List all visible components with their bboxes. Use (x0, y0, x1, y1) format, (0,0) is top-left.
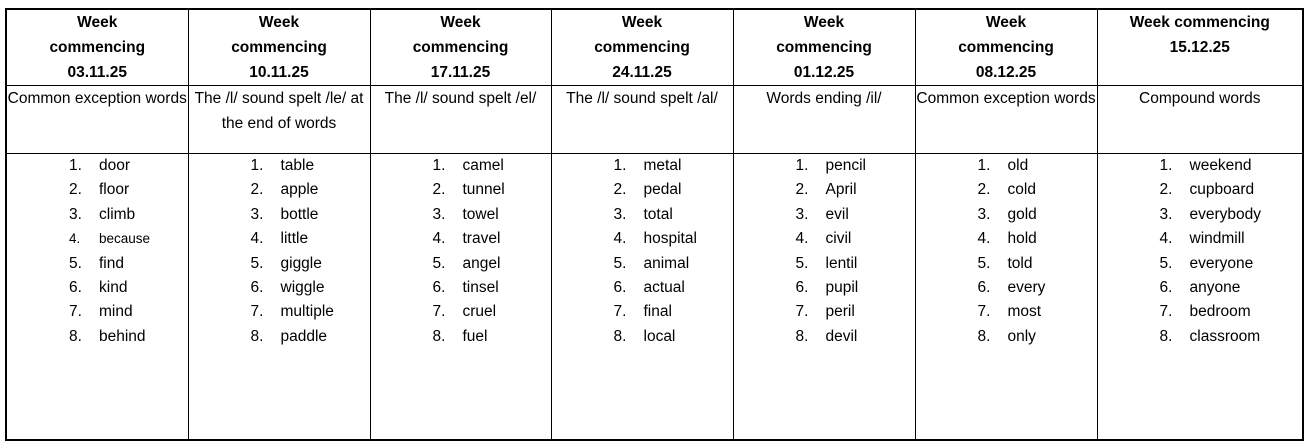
word-item (1098, 325, 1303, 349)
word-text: because (99, 231, 151, 247)
word-item (1098, 178, 1303, 202)
header-line: 01.12.25 (793, 64, 855, 81)
week-header-cell (6, 9, 188, 86)
word-item (552, 203, 733, 227)
word-number: 1. (432, 157, 446, 174)
week-header (552, 10, 733, 85)
words-cell (188, 154, 370, 441)
header-line: commencing (594, 39, 690, 56)
header-line: Week (803, 14, 845, 31)
word-number: 8. (977, 327, 991, 345)
word-item (552, 178, 733, 202)
word-number: 2. (977, 181, 991, 199)
word-number: 1. (613, 157, 627, 174)
word-item (189, 203, 370, 227)
word-item (916, 154, 1097, 178)
week-header (916, 10, 1097, 85)
word-number: 2. (613, 181, 627, 199)
word-number: 3. (250, 205, 264, 223)
week-header (371, 10, 551, 85)
week-header-cell (370, 9, 551, 86)
header-line: Week (258, 14, 300, 31)
spelling-schedule-table (5, 8, 1304, 441)
word-text: animal (643, 254, 690, 272)
word-item (734, 178, 915, 202)
word-list (1098, 154, 1303, 349)
word-item (916, 252, 1097, 276)
category-cell (6, 86, 188, 154)
word-number: 2. (69, 181, 82, 199)
word-number: 7. (432, 303, 446, 321)
word-text: pencil (825, 157, 866, 174)
word-text: cruel (462, 303, 497, 321)
word-number: 4. (795, 230, 809, 248)
word-text: weekend (1189, 157, 1252, 174)
word-number: 8. (1159, 327, 1173, 345)
word-text: everybody (1189, 205, 1262, 223)
word-number: 5. (432, 254, 446, 272)
word-item (7, 325, 188, 349)
word-text: local (643, 327, 676, 345)
word-number: 3. (613, 205, 627, 223)
word-item (7, 154, 188, 178)
words-cell (370, 154, 551, 441)
word-text: cold (1007, 181, 1036, 199)
word-text: told (1007, 254, 1033, 272)
word-text: gold (1007, 205, 1037, 223)
category-cell (915, 86, 1097, 154)
word-item (916, 276, 1097, 300)
word-number: 1. (69, 157, 82, 174)
word-item (552, 154, 733, 178)
word-item (734, 300, 915, 324)
category-cell (733, 86, 915, 154)
word-list (189, 154, 370, 349)
word-item (734, 154, 915, 178)
header-line: Week (621, 14, 663, 31)
word-text: little (280, 230, 309, 248)
word-item (371, 325, 551, 349)
word-item (734, 276, 915, 300)
word-number: 6. (69, 279, 82, 297)
word-number: 1. (977, 157, 991, 174)
word-number: 2. (432, 181, 446, 199)
word-item (916, 203, 1097, 227)
word-item (7, 300, 188, 324)
header-line: 17.11.25 (430, 64, 491, 81)
word-number: 7. (977, 303, 991, 321)
category-cell (188, 86, 370, 154)
word-number: 8. (432, 327, 446, 345)
word-text: paddle (280, 327, 328, 345)
word-number: 5. (795, 254, 809, 272)
word-number: 2. (250, 181, 264, 199)
header-line: commencing (49, 39, 146, 56)
word-text: tunnel (462, 181, 505, 199)
word-item (189, 300, 370, 324)
header-line: 15.12.25 (1169, 39, 1230, 56)
header-line: 24.11.25 (612, 64, 672, 81)
word-text: April (825, 181, 857, 199)
word-item (552, 300, 733, 324)
week-header (1098, 10, 1303, 60)
word-text: door (99, 157, 131, 174)
words-cell (551, 154, 733, 441)
word-item (916, 300, 1097, 324)
word-text: floor (99, 181, 130, 199)
words-cell (915, 154, 1097, 441)
word-text: pedal (643, 181, 682, 199)
word-item (916, 227, 1097, 251)
word-item (371, 276, 551, 300)
category-label: Common exception words (916, 90, 1096, 107)
category-cell (551, 86, 733, 154)
word-item (1098, 300, 1303, 324)
word-number: 5. (977, 254, 991, 272)
week-header-row (6, 9, 1303, 86)
word-text: travel (462, 230, 501, 248)
word-number: 7. (795, 303, 809, 321)
word-item (1098, 252, 1303, 276)
week-header-cell (1097, 9, 1303, 86)
word-number: 6. (977, 279, 991, 297)
word-item (7, 203, 188, 227)
word-item (7, 178, 188, 202)
week-header (734, 10, 915, 85)
word-text: angel (462, 254, 501, 272)
word-list (916, 154, 1097, 349)
words-row (6, 154, 1303, 441)
word-number: 6. (1159, 279, 1173, 297)
word-number: 3. (977, 205, 991, 223)
word-text: find (99, 254, 124, 272)
word-text: hospital (643, 230, 697, 248)
word-number: 6. (613, 279, 627, 297)
category-cell (370, 86, 551, 154)
word-number: 4. (1159, 230, 1173, 248)
word-item (189, 178, 370, 202)
word-number: 3. (432, 205, 446, 223)
word-text: hold (1007, 230, 1037, 248)
word-text: cupboard (1189, 181, 1255, 199)
word-item (7, 252, 188, 276)
word-number: 3. (1159, 205, 1173, 223)
word-text: fuel (462, 327, 488, 345)
header-line: commencing (958, 39, 1054, 56)
word-number: 7. (613, 303, 627, 321)
word-text: final (643, 303, 672, 321)
words-cell (1097, 154, 1303, 441)
word-number: 1. (795, 157, 809, 174)
word-item (916, 178, 1097, 202)
word-text: metal (643, 157, 682, 174)
word-text: evil (825, 205, 849, 223)
header-line: Week (985, 14, 1027, 31)
week-header-cell (188, 9, 370, 86)
header-line: Week (440, 14, 481, 31)
word-number: 4. (250, 230, 264, 248)
word-text: actual (643, 279, 685, 297)
word-text: bedroom (1189, 303, 1251, 321)
word-item (734, 252, 915, 276)
word-number: 8. (613, 327, 627, 345)
word-list (552, 154, 733, 349)
word-list (734, 154, 915, 349)
word-item (1098, 154, 1303, 178)
word-number: 4. (977, 230, 991, 248)
word-item (734, 203, 915, 227)
word-number: 1. (250, 157, 264, 174)
word-text: bottle (280, 205, 319, 223)
category-label: Common exception words (7, 90, 187, 107)
word-text: apple (280, 181, 319, 199)
word-number: 6. (432, 279, 446, 297)
category-cell (1097, 86, 1303, 154)
header-line: 08.12.25 (975, 64, 1037, 81)
word-item (371, 178, 551, 202)
word-item (552, 227, 733, 251)
header-line: 03.11.25 (67, 64, 127, 81)
word-number: 4. (613, 230, 627, 248)
words-cell (733, 154, 915, 441)
word-text: lentil (825, 254, 858, 272)
word-text: classroom (1189, 327, 1261, 345)
words-cell (6, 154, 188, 441)
word-item (189, 276, 370, 300)
week-header-cell (733, 9, 915, 86)
word-number: 5. (1159, 254, 1173, 272)
word-item (552, 252, 733, 276)
word-item (189, 227, 370, 251)
word-text: kind (99, 279, 128, 297)
header-line: Week commencing (1129, 14, 1270, 31)
word-text: giggle (280, 254, 322, 272)
word-item (371, 227, 551, 251)
word-number: 8. (250, 327, 264, 345)
word-number: 7. (250, 303, 264, 321)
word-text: behind (99, 327, 146, 345)
word-item (916, 325, 1097, 349)
category-label: Compound words (1139, 90, 1261, 107)
word-text: climb (99, 205, 136, 223)
word-item (552, 276, 733, 300)
header-line: Week (77, 14, 118, 31)
word-number: 4. (432, 230, 446, 248)
category-row (6, 86, 1303, 154)
word-item (7, 276, 188, 300)
word-text: towel (462, 205, 499, 223)
word-item (371, 154, 551, 178)
word-number: 5. (250, 254, 264, 272)
word-item (1098, 276, 1303, 300)
word-number: 2. (795, 181, 809, 199)
word-text: camel (462, 157, 504, 174)
word-item (189, 252, 370, 276)
word-item (371, 203, 551, 227)
word-number: 5. (69, 254, 82, 272)
week-header-cell (551, 9, 733, 86)
word-text: mind (99, 303, 133, 321)
word-text: multiple (280, 303, 334, 321)
word-item (1098, 203, 1303, 227)
word-number: 3. (795, 205, 809, 223)
word-number: 5. (613, 254, 627, 272)
word-text: wiggle (280, 279, 325, 297)
category-label: The /l/ sound spelt /el/ (384, 90, 537, 107)
word-text: civil (825, 230, 852, 248)
word-text: most (1007, 303, 1042, 321)
word-text: every (1007, 279, 1046, 297)
week-header-cell (915, 9, 1097, 86)
week-header (189, 10, 370, 85)
word-text: total (643, 205, 673, 223)
word-number: 7. (1159, 303, 1173, 321)
word-number: 6. (795, 279, 809, 297)
word-number: 1. (1159, 157, 1173, 174)
word-number: 4. (69, 231, 81, 247)
week-header (7, 10, 188, 85)
word-number: 8. (795, 327, 809, 345)
word-text: only (1007, 327, 1036, 345)
word-text: devil (825, 327, 858, 345)
category-label: The /l/ sound spelt /le/ at the end of words (194, 90, 364, 132)
word-number: 2. (1159, 181, 1173, 199)
word-item (734, 227, 915, 251)
word-item (1098, 227, 1303, 251)
word-text: tinsel (462, 279, 499, 297)
word-text: peril (825, 303, 855, 321)
word-item (371, 300, 551, 324)
word-item (371, 252, 551, 276)
word-text: table (280, 157, 315, 174)
word-item (189, 325, 370, 349)
word-number: 6. (250, 279, 264, 297)
header-line: 10.11.25 (249, 64, 309, 81)
word-text: everyone (1189, 254, 1254, 272)
word-list (371, 154, 551, 349)
word-number: 7. (69, 303, 82, 321)
word-number: 8. (69, 327, 82, 345)
word-number: 3. (69, 205, 82, 223)
header-line: commencing (776, 39, 872, 56)
header-line: commencing (412, 39, 509, 56)
word-text: pupil (825, 279, 859, 297)
word-item (7, 227, 188, 251)
category-label: Words ending /il/ (766, 90, 882, 107)
word-text: anyone (1189, 279, 1241, 297)
word-item (189, 154, 370, 178)
word-text: windmill (1189, 230, 1245, 248)
header-line: commencing (231, 39, 327, 56)
category-label: The /l/ sound spelt /al/ (566, 90, 718, 107)
word-item (734, 325, 915, 349)
word-text: old (1007, 157, 1029, 174)
word-item (552, 325, 733, 349)
word-list (7, 154, 188, 349)
